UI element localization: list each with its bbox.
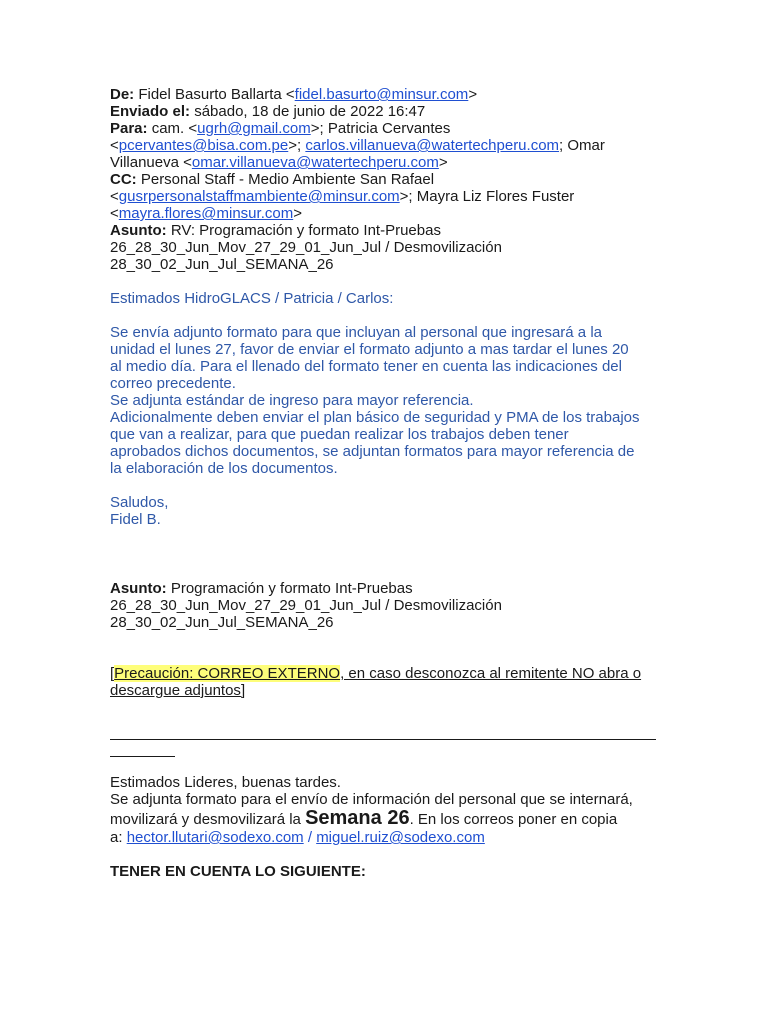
cc-label: CC: xyxy=(110,171,137,188)
week-highlight: Semana 26 xyxy=(305,807,410,829)
orig-text: . En los correos poner en copia xyxy=(409,811,618,828)
body-greeting: Estimados HidroGLACS / Patricia / Carlos: xyxy=(110,290,394,307)
cc-text: < xyxy=(110,205,119,222)
from-name: Fidel Basurto Ballarta < xyxy=(138,86,295,103)
body-line: Adicionalmente deben enviar el plan básico de seguridad y PMA de los trabajos xyxy=(110,409,640,426)
subject-label: Asunto: xyxy=(110,222,167,239)
body-line: Se adjunta estándar de ingreso para mayor referencia. xyxy=(110,392,474,409)
cc-text: >; Mayra Liz Flores Fuster xyxy=(399,188,575,205)
to-text: ; Omar xyxy=(559,137,605,154)
instructions-heading-text: TENER EN CUENTA LO SIGUIENTE: xyxy=(110,863,366,880)
subject-line-2: 26_28_30_Jun_Mov_27_29_01_Jun_Jul / Desmovilización xyxy=(110,239,502,256)
separator-line xyxy=(110,739,656,740)
body-signature: Fidel B. xyxy=(110,511,161,528)
message-body xyxy=(110,290,670,528)
cc-line-2 xyxy=(110,188,670,205)
subject-text: RV: Programación y formato Int-Pruebas xyxy=(170,222,441,239)
sent-label: Enviado el: xyxy=(110,103,191,120)
to-text: cam. < xyxy=(151,120,198,137)
instructions-heading xyxy=(110,863,670,880)
body-line: aprobados dichos documentos, se adjuntan formatos para mayor referencia de xyxy=(110,443,635,460)
orig-text: movilizará y desmovilizará la xyxy=(110,811,306,828)
from-email-link[interactable]: fidel.basurto@minsur.com xyxy=(294,86,469,103)
to-email-link-2[interactable]: pcervantes@bisa.com.pe xyxy=(118,137,289,154)
copy-email-link-2[interactable]: miguel.ruiz@sodexo.com xyxy=(316,829,485,846)
fwd-subject-line-3: 28_30_02_Jun_Jul_SEMANA_26 xyxy=(110,614,334,631)
body-line: Se envía adjunto formato para que incluyan al personal que ingresará a la xyxy=(110,324,602,341)
body-line: que van a realizar, para que puedan realizar los trabajos deben tener xyxy=(110,426,569,443)
copy-email-link-1[interactable]: hector.llutari@sodexo.com xyxy=(126,829,304,846)
to-label: Para: xyxy=(110,120,148,137)
to-line xyxy=(110,120,670,137)
cc-email-link-1[interactable]: gusrpersonalstaffmambiente@minsur.com xyxy=(118,188,400,205)
to-email-link-4[interactable]: omar.villanueva@watertechperu.com xyxy=(191,154,439,171)
warning-bracket: ] xyxy=(240,682,246,699)
external-mail-warning xyxy=(110,665,670,699)
from-label: De: xyxy=(110,86,135,103)
cc-email-link-2[interactable]: mayra.flores@minsur.com xyxy=(118,205,294,222)
orig-text: a: xyxy=(110,829,127,846)
body-closing: Saludos, xyxy=(110,494,169,511)
to-line-3 xyxy=(110,154,670,171)
to-text: >; xyxy=(288,137,306,154)
to-text: > xyxy=(438,154,448,171)
email-document xyxy=(110,86,670,880)
fwd-subject-line xyxy=(110,580,670,597)
warning-text: descargue adjuntos xyxy=(110,682,241,699)
cc-text: < xyxy=(110,188,119,205)
to-text: < xyxy=(110,137,119,154)
body-line: la elaboración de los documentos. xyxy=(110,460,338,477)
orig-separator: / xyxy=(303,829,317,846)
fwd-subject-line-2: 26_28_30_Jun_Mov_27_29_01_Jun_Jul / Desmovilización xyxy=(110,597,502,614)
cc-line-3 xyxy=(110,205,670,222)
to-line-2 xyxy=(110,137,670,154)
sent-line xyxy=(110,103,670,120)
cc-line xyxy=(110,171,670,188)
body-line: correo precedente. xyxy=(110,375,236,392)
from-line xyxy=(110,86,670,103)
subject-line-3: 28_30_02_Jun_Jul_SEMANA_26 xyxy=(110,256,334,273)
warning-bracket: [ xyxy=(110,665,115,682)
to-text: Villanueva < xyxy=(110,154,192,171)
warning-highlight: Precaución: CORREO EXTERNO xyxy=(114,665,341,682)
to-text: >; Patricia Cervantes xyxy=(310,120,451,137)
to-email-link-3[interactable]: carlos.villanueva@watertechperu.com xyxy=(305,137,560,154)
cc-text: > xyxy=(293,205,302,222)
original-message xyxy=(110,774,670,880)
subject-line xyxy=(110,222,670,239)
fwd-subject-label: Asunto: xyxy=(110,580,167,597)
to-email-link-1[interactable]: ugrh@gmail.com xyxy=(197,120,311,137)
fwd-subject-text: Programación y formato Int-Pruebas xyxy=(170,580,413,597)
sent-value: sábado, 18 de junio de 2022 16:47 xyxy=(194,103,426,120)
cc-text: Personal Staff - Medio Ambiente San Rafael xyxy=(140,171,435,188)
orig-greeting: Estimados Lideres, buenas tardes. xyxy=(110,774,341,791)
warning-text: , en caso desconozca al remitente NO abra o xyxy=(340,665,642,682)
body-line: al medio día. Para el llenado del formato tener en cuenta las indicaciones del xyxy=(110,358,622,375)
body-line: unidad el lunes 27, favor de enviar el formato adjunto a mas tardar el lunes 20 xyxy=(110,341,629,358)
from-close: > xyxy=(468,86,478,103)
orig-line: Se adjunta formato para el envío de información del personal que se internará, xyxy=(110,791,633,808)
